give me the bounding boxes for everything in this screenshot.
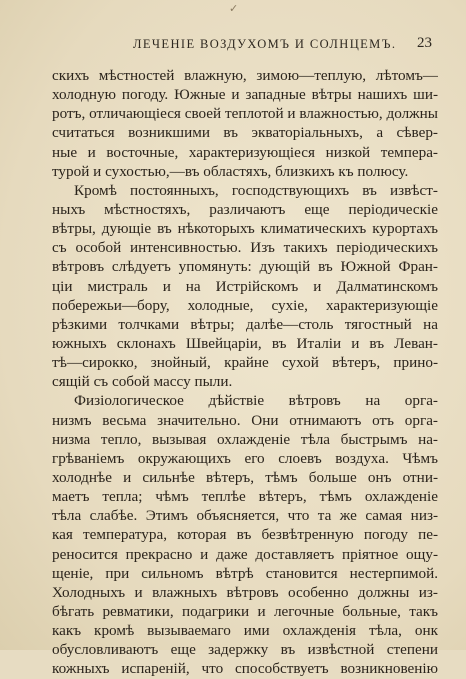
text-line: ныхъ мѣстностяхъ, различаютъ еще періодическіе xyxy=(52,200,438,218)
page-header xyxy=(0,37,466,53)
text-line: съ особой интенсивностью. Изъ такихъ періодическихъ xyxy=(52,239,438,257)
text-line: кая температура, которая въ безвѣтренную погоду пе- xyxy=(52,526,438,544)
text-line: скихъ мѣстностей влажную, зимою—теплую, лѣтомъ— xyxy=(52,67,438,84)
text-line: обусловливаютъ еще задержку въ извѣстной степени xyxy=(52,641,438,659)
check-mark: ✓ xyxy=(229,2,239,15)
body-text xyxy=(52,66,438,679)
text-line: побережьи—бору, холодные, сухіе, характеризующіе xyxy=(52,296,438,314)
text-line: вѣтры, дующіе въ нѣкоторыхъ климатическихъ курортахъ xyxy=(52,220,438,238)
text-line: реносится прекрасно и даже доставляетъ пріятное ощу- xyxy=(52,545,438,563)
text-line: грѣваніемъ окружающихъ его слоевъ воздуха. Чѣмъ xyxy=(52,449,438,467)
text-line: маетъ тепла; чѣмъ теплѣе вѣтеръ, тѣмъ охлажденіе xyxy=(52,488,438,506)
text-line: Физіологическое дѣйствіе вѣтровъ на орга- xyxy=(74,392,438,410)
text-line: тѣ—сирокко, знойный, крайне сухой вѣтеръ, прино- xyxy=(52,354,438,372)
text-line: ротъ, отличающіеся своей теплотой и влажностью, должны xyxy=(52,105,438,123)
text-line: ные и восточные, характеризующіеся низкой темпера- xyxy=(52,143,438,161)
text-line: низмъ весьма значительно. Они отнимаютъ отъ орга- xyxy=(52,411,438,429)
text-line: рѣзкими толчками вѣтры; далѣе—столь тягостный на xyxy=(52,315,438,333)
text-line: ціи мистраль и на Истрійскомъ и Далматинскомъ xyxy=(52,277,438,295)
text-line: тѣла слабѣе. Этимъ объясняется, что та же самая низ- xyxy=(52,507,438,525)
text-line: низма тепло, вызывая охлажденіе тѣла быстрымъ на- xyxy=(52,430,438,448)
text-line: кожныхъ испареній, что способствуетъ возникновенію xyxy=(52,660,438,678)
text-line: холоднѣе и сильнѣе вѣтеръ, тѣмъ больше онъ отни- xyxy=(52,468,438,486)
text-line: турой и сухостью,—въ областяхъ, близкихъ къ полюсу. xyxy=(52,162,409,180)
text-line: сящій съ собой массу пыли. xyxy=(52,373,233,391)
text-line: Холодныхъ и влажныхъ вѣтровъ особенно должны из- xyxy=(52,583,438,601)
text-line: какъ кромѣ вызываемаго ими охлажденія тѣла, онк xyxy=(52,622,438,640)
text-line: холодную погоду. Южные и западные вѣтры нашихъ ши- xyxy=(52,86,438,104)
running-title: ЛЕЧЕНІЕ ВОЗДУХОМЪ И СОЛНЦЕМЪ. xyxy=(133,37,397,51)
text-line: южныхъ склонахъ Швейцаріи, въ Италіи и въ Леван- xyxy=(52,334,438,352)
text-line: вѣтровъ слѣдуетъ упомянуть: дующій въ Южной Фран- xyxy=(52,258,438,276)
text-line: щеніе, при сильномъ вѣтрѣ становится нестерпимой. xyxy=(52,564,438,582)
text-line: считаться возникшими въ экваторіальныхъ, а сѣвер- xyxy=(52,124,438,142)
text-line: бѣгать ревматики, подагрики и легочные больные, такъ xyxy=(52,602,438,620)
page-number: 23 xyxy=(417,35,432,51)
text-line: Кромѣ постоянныхъ, господствующихъ въ извѣст- xyxy=(74,181,438,199)
